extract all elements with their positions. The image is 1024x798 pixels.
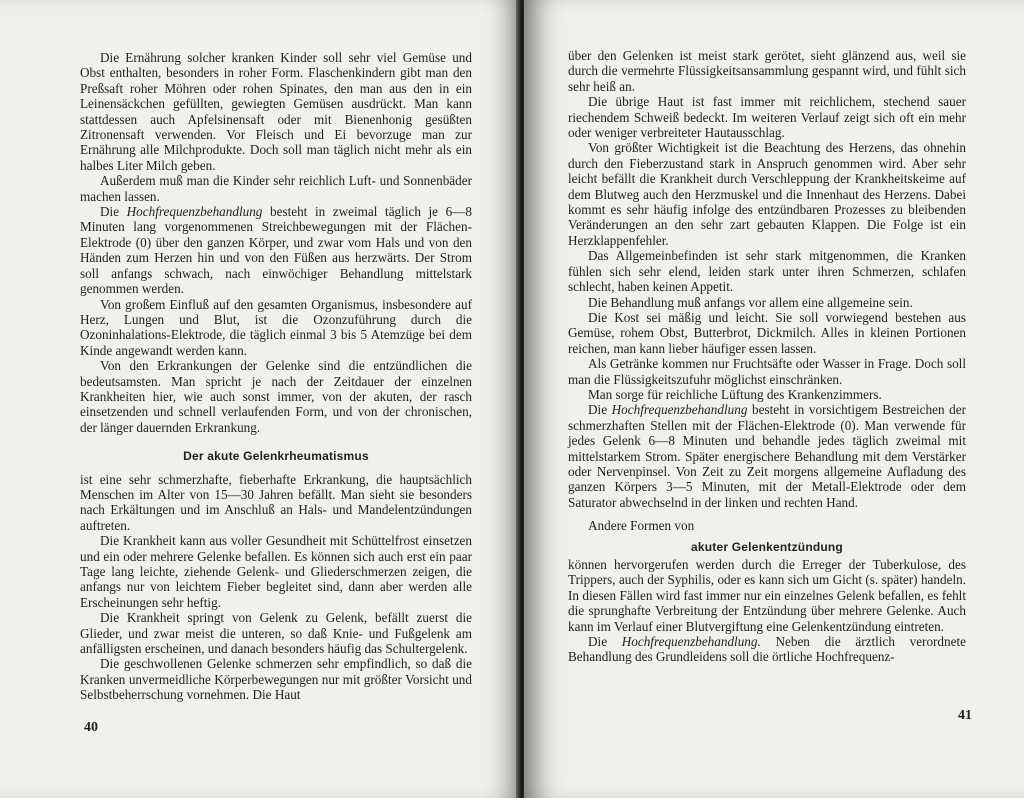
- paragraph: [80, 204, 472, 296]
- paragraph: Von großem Einfluß auf den gesamten Organismus, insbesondere auf Herz, Lungen und Blut, ist die Ozonzuführung durch die Ozoninhalations-Elektrode, die täglich einmal 3 bis 5 Atemzüge bei dem Kinde angewandt werden kann.: [80, 296, 472, 358]
- paragraph: Als Getränke kommen nur Fruchtsäfte oder Wasser in Frage. Doch soll man die Flüssigkeitszufuhr möglichst einschränken.: [568, 356, 966, 387]
- paragraph: Die geschwollenen Gelenke schmerzen sehr empfindlich, so daß die Kranken unvermeidliche Körperbewegungen nur mit größter Vorsicht und Selbstbeherrschung vornehmen. Die Haut: [80, 656, 472, 703]
- paragraph: Die Ernährung solcher kranken Kinder soll sehr viel Gemüse und Obst enthalten, besonders in roher Form. Flaschenkindern gibt man den Preßsaft roher Möhren oder rohen Spinates, den man aus den in ein Leinensäckchen gefüllten, gewiegten Gemüsen ausdrückt. Man kann stattdessen auch Apfelsinensaft oder mit Bienenhonig gesüßten Zitronensaft verwenden. Vor Fleisch und Ei bevorzuge man zur Ernährung alle Milchprodukte. Doch soll man täglich nicht mehr als ein halbes Liter Milch geben.: [80, 50, 472, 173]
- right-text-column: [568, 48, 966, 665]
- left-text-column: [80, 50, 472, 703]
- paragraph: Das Allgemeinbefinden ist sehr stark mitgenommen, die Kranken fühlen sich sehr elend, leiden stark unter ihren Schmerzen, schlafen schlecht, haben keinen Appetit.: [568, 248, 966, 295]
- paragraph-body: Neben die ärztlich verordnete Behandlung des Grundleidens soll die örtliche Hochfrequenz-: [568, 634, 966, 665]
- right-page: [524, 0, 1024, 798]
- section-heading: Der akute Gelenkrheumatismus: [183, 449, 369, 464]
- section-heading: akuter Gelenkentzündung: [691, 539, 843, 554]
- paragraph-lead: Die: [100, 204, 127, 220]
- page-number: 40: [84, 720, 98, 735]
- paragraph: Die Krankheit kann aus voller Gesundheit mit Schüttelfrost einsetzen und ein oder mehrere Gelenke befallen. Es können sich auch erst ein paar Tage lang leichte, ziehende Gelenk- und Gliederschmerzen zeigen, die anfangs nur von leichtem Fieber begleitet sind, dann aber werden alle Erscheinungen sehr heftig.: [80, 533, 472, 610]
- paragraph: ist eine sehr schmerzhafte, fieberhafte Erkrankung, die hauptsächlich Menschen im Alter von 15—30 Jahren befällt. Man sieht sie besonders nach Erkältungen und im Anschluß an Hals- und Mandelentzündungen auftreten.: [80, 471, 472, 533]
- paragraph-body: besteht in vorsichtigem Bestreichen der schmerzhaften Stellen mit der Flächen-Elektrode (0). Man verwende für jedes Gelenk 6—8 Minuten und behandle jedes täglich zweimal mit mittelstarkem Strom. Später energischere Behandlung mit dem Verstärker oder Nervenpinsel. Von Zeit zu Zeit morgens allgemeine Aufladung des ganzen Körpers 3—5 Minuten, mit der Metall-Elektrode oder dem Saturator abwechselnd in der linken und rechten Hand.: [568, 402, 966, 510]
- paragraph: können hervorgerufen werden durch die Erreger der Tuberkulose, des Trippers, auch der Syphilis, oder es kann sich um Gicht (s. später) handeln. In diesen Fällen wird fast immer nur ein einzelnes Gelenk befallen, es fehlt die sprunghafte Verbreitung der Entzündung über mehrere Gelenke. Auch kann im Verlauf einer Blutvergiftung eine Gelenkentzündung eintreten.: [568, 557, 966, 634]
- page-number: 41: [958, 708, 972, 723]
- emphasis-term: Hochfrequenzbehandlung: [126, 204, 263, 220]
- paragraph: über den Gelenken ist meist stark gerötet, sieht glänzend aus, weil sie durch die vermehrte Flüssigkeitsansammlung gespannt wird, und fühlt sich sehr heiß an.: [568, 48, 966, 94]
- paragraph: Die Krankheit springt von Gelenk zu Gelenk, befällt zuerst die Glieder, und zwar meist die unteren, so daß Knie- und Fußgelenk am anfälligsten erscheinen, und danach besonders häufig das Schultergelenk.: [80, 610, 472, 657]
- paragraph: Andere Formen von: [588, 518, 695, 534]
- paragraph-lead: Die: [588, 402, 612, 418]
- paragraph-lead: Die: [588, 634, 622, 650]
- paragraph: Außerdem muß man die Kinder sehr reichlich Luft- und Sonnenbäder machen lassen.: [80, 173, 472, 204]
- paragraph: Die Behandlung muß anfangs vor allem eine allgemeine sein.: [588, 294, 913, 310]
- paragraph: Die Kost sei mäßig und leicht. Sie soll vorwiegend bestehen aus Gemüse, rohem Obst, Butterbrot, Dickmilch. Alles in kleinen Portionen reichen, man kann lieber häufiger essen lassen.: [568, 309, 966, 356]
- emphasis-term: Hochfrequenzbehandlung.: [621, 634, 761, 650]
- paragraph: Die übrige Haut ist fast immer mit reichlichem, stechend sauer riechendem Schweiß bedeckt. Im weiteren Verlauf zeigt sich oft ein mehr oder weniger verbreiteter Hautausschlag.: [568, 94, 966, 141]
- paragraph: [568, 402, 966, 510]
- emphasis-term: Hochfrequenzbehandlung: [611, 402, 748, 418]
- paragraph: Von den Erkrankungen der Gelenke sind die entzündlichen die bedeutsamsten. Man spricht je nach der Zeitdauer der einzelnen Krankheiten hier, wie auch sonst immer, von der akuten, der rasch einsetzenden und schnell verlaufenden Form, und von der chronischen, der länger dauernden Erkrankung.: [80, 358, 472, 435]
- paragraph: Man sorge für reichliche Lüftung des Krankenzimmers.: [588, 386, 882, 402]
- paragraph-body: besteht in zweimal täglich je 6—8 Minuten lang vorgenommenen Streichbewegungen mit der Flächen-Elektrode (0) über den ganzen Körper, und zwar vom Hals und von den Händen zum Herzen hin und von den Füßen aus herzwärts. Der Strom soll anfangs schwach, nach einwöchiger Behandlung mittelstark genommen werden.: [80, 204, 473, 297]
- paragraph: [568, 634, 966, 665]
- paragraph: Von größter Wichtigkeit ist die Beachtung des Herzens, das ohnehin durch den Fieberzustand stark in Anspruch genommen wird. Aber sehr leicht befällt die Krankheit durch Verschleppung der Krankheitskeime auf dem Blutweg auch den Herzmuskel und die Innenhaut des Herzens. Dabei kommt es sehr häufig infolge des entzündbaren Prozesses zu bleibenden Veränderungen an den sehr zart gebauten Klappen. Die Folge ist ein Herzklappenfehler.: [568, 140, 966, 248]
